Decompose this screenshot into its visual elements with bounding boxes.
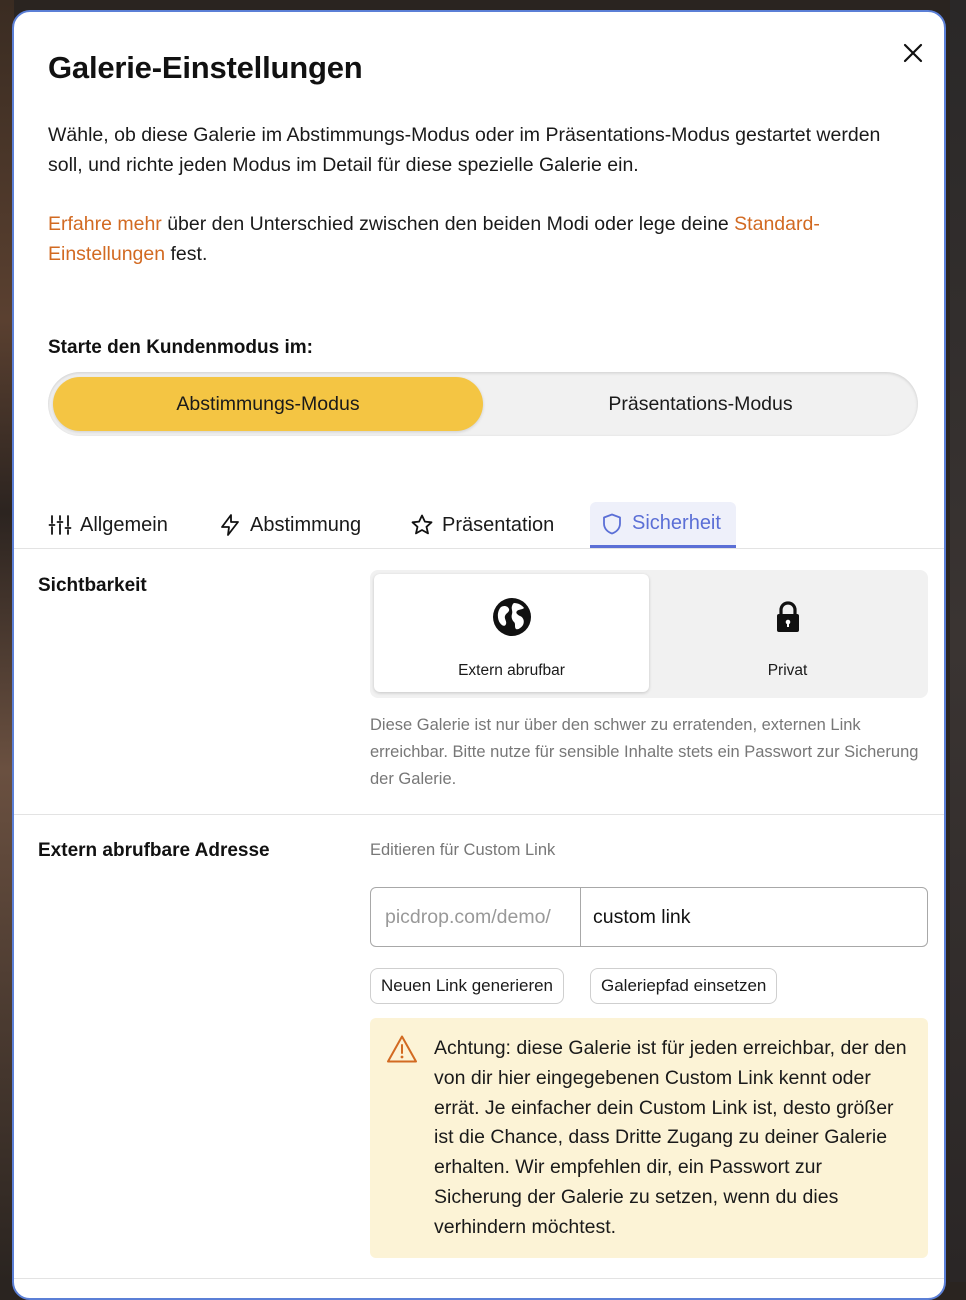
visibility-public-label: Extern abrufbar (458, 662, 565, 679)
intro-text: Wähle, ob diese Galerie im Abstimmungs-Modus oder im Präsentations-Modus gestartet werden soll, und richte jeden Modus im Detail für diese spezielle Galerie ein. (48, 124, 881, 176)
gallery-settings-modal (12, 10, 946, 1300)
visibility-help-text: Diese Galerie ist nur über den schwer zu erratenden, externen Link erreichbar. Bitte nutze für sensible Inhalte stets ein Passwort zur Sicherung der Galerie. (370, 716, 919, 788)
tab-general-label: Allgemein (80, 513, 168, 536)
bottom-divider (14, 1278, 944, 1279)
sliders-icon (48, 513, 72, 537)
custom-link-input[interactable] (581, 888, 927, 946)
mode-switch (48, 372, 918, 436)
close-icon[interactable] (898, 38, 928, 68)
generate-link-button[interactable]: Neuen Link generieren (370, 968, 564, 1004)
shield-icon (600, 512, 624, 536)
tab-security[interactable] (590, 502, 736, 548)
modal-title: Galerie-Einstellungen (48, 50, 363, 85)
warning-box (370, 1018, 928, 1258)
presentation-mode-button[interactable]: Präsentations-Modus (488, 377, 913, 431)
section-divider (14, 814, 944, 815)
visibility-options (370, 570, 928, 698)
tab-voting-label: Abstimmung (250, 513, 362, 536)
insert-path-button[interactable]: Galeriepfad einsetzen (590, 968, 777, 1004)
globe-icon (492, 597, 532, 637)
default-settings-link[interactable]: Standard-Einstellungen (48, 213, 820, 265)
learn-more-text: über den Unterschied zwischen den beiden Modi oder lege deine (161, 213, 735, 235)
url-prefix: picdrop.com/demo/ (371, 888, 581, 946)
visibility-private-label: Privat (767, 662, 808, 679)
learn-more-link[interactable]: Erfahre mehr (48, 213, 162, 235)
background-right (950, 0, 966, 1282)
visibility-public-option[interactable] (374, 574, 649, 692)
custom-link-field (370, 887, 928, 947)
mode-label: Starte den Kundenmodus im: (48, 337, 313, 358)
address-label: Extern abrufbare Adresse (38, 840, 270, 861)
learn-more-paragraph (48, 209, 908, 269)
lightning-icon (218, 513, 242, 537)
visibility-private-option[interactable] (650, 574, 925, 692)
learn-more-suffix: fest. (165, 243, 208, 265)
warning-text: Achtung: diese Galerie ist für jeden erreichbar, der den von dir hier eingegebenen Custom Link kennt oder errät. Je einfacher dein Custom Link ist, desto größer ist die Chance, dass Dritte Zugang zu deiner Galerie erhalten. Wir empfehlen dir, ein Passwort zur Sicherung der Galerie zu setzen, wenn du dies verhindern möchtest. (434, 1037, 907, 1238)
tab-general[interactable] (48, 502, 168, 548)
edit-hint: Editieren für Custom Link (370, 841, 556, 859)
tab-presentation[interactable] (410, 502, 554, 548)
tab-presentation-label: Präsentation (442, 513, 555, 536)
tab-security-label: Sicherheit (632, 512, 721, 534)
tab-voting[interactable] (218, 502, 361, 548)
warning-icon (386, 1034, 418, 1064)
voting-mode-button[interactable]: Abstimmungs-Modus (53, 377, 483, 431)
star-icon (410, 513, 434, 537)
lock-icon (768, 597, 808, 637)
tabs-divider (14, 548, 944, 549)
visibility-label: Sichtbarkeit (38, 575, 147, 596)
